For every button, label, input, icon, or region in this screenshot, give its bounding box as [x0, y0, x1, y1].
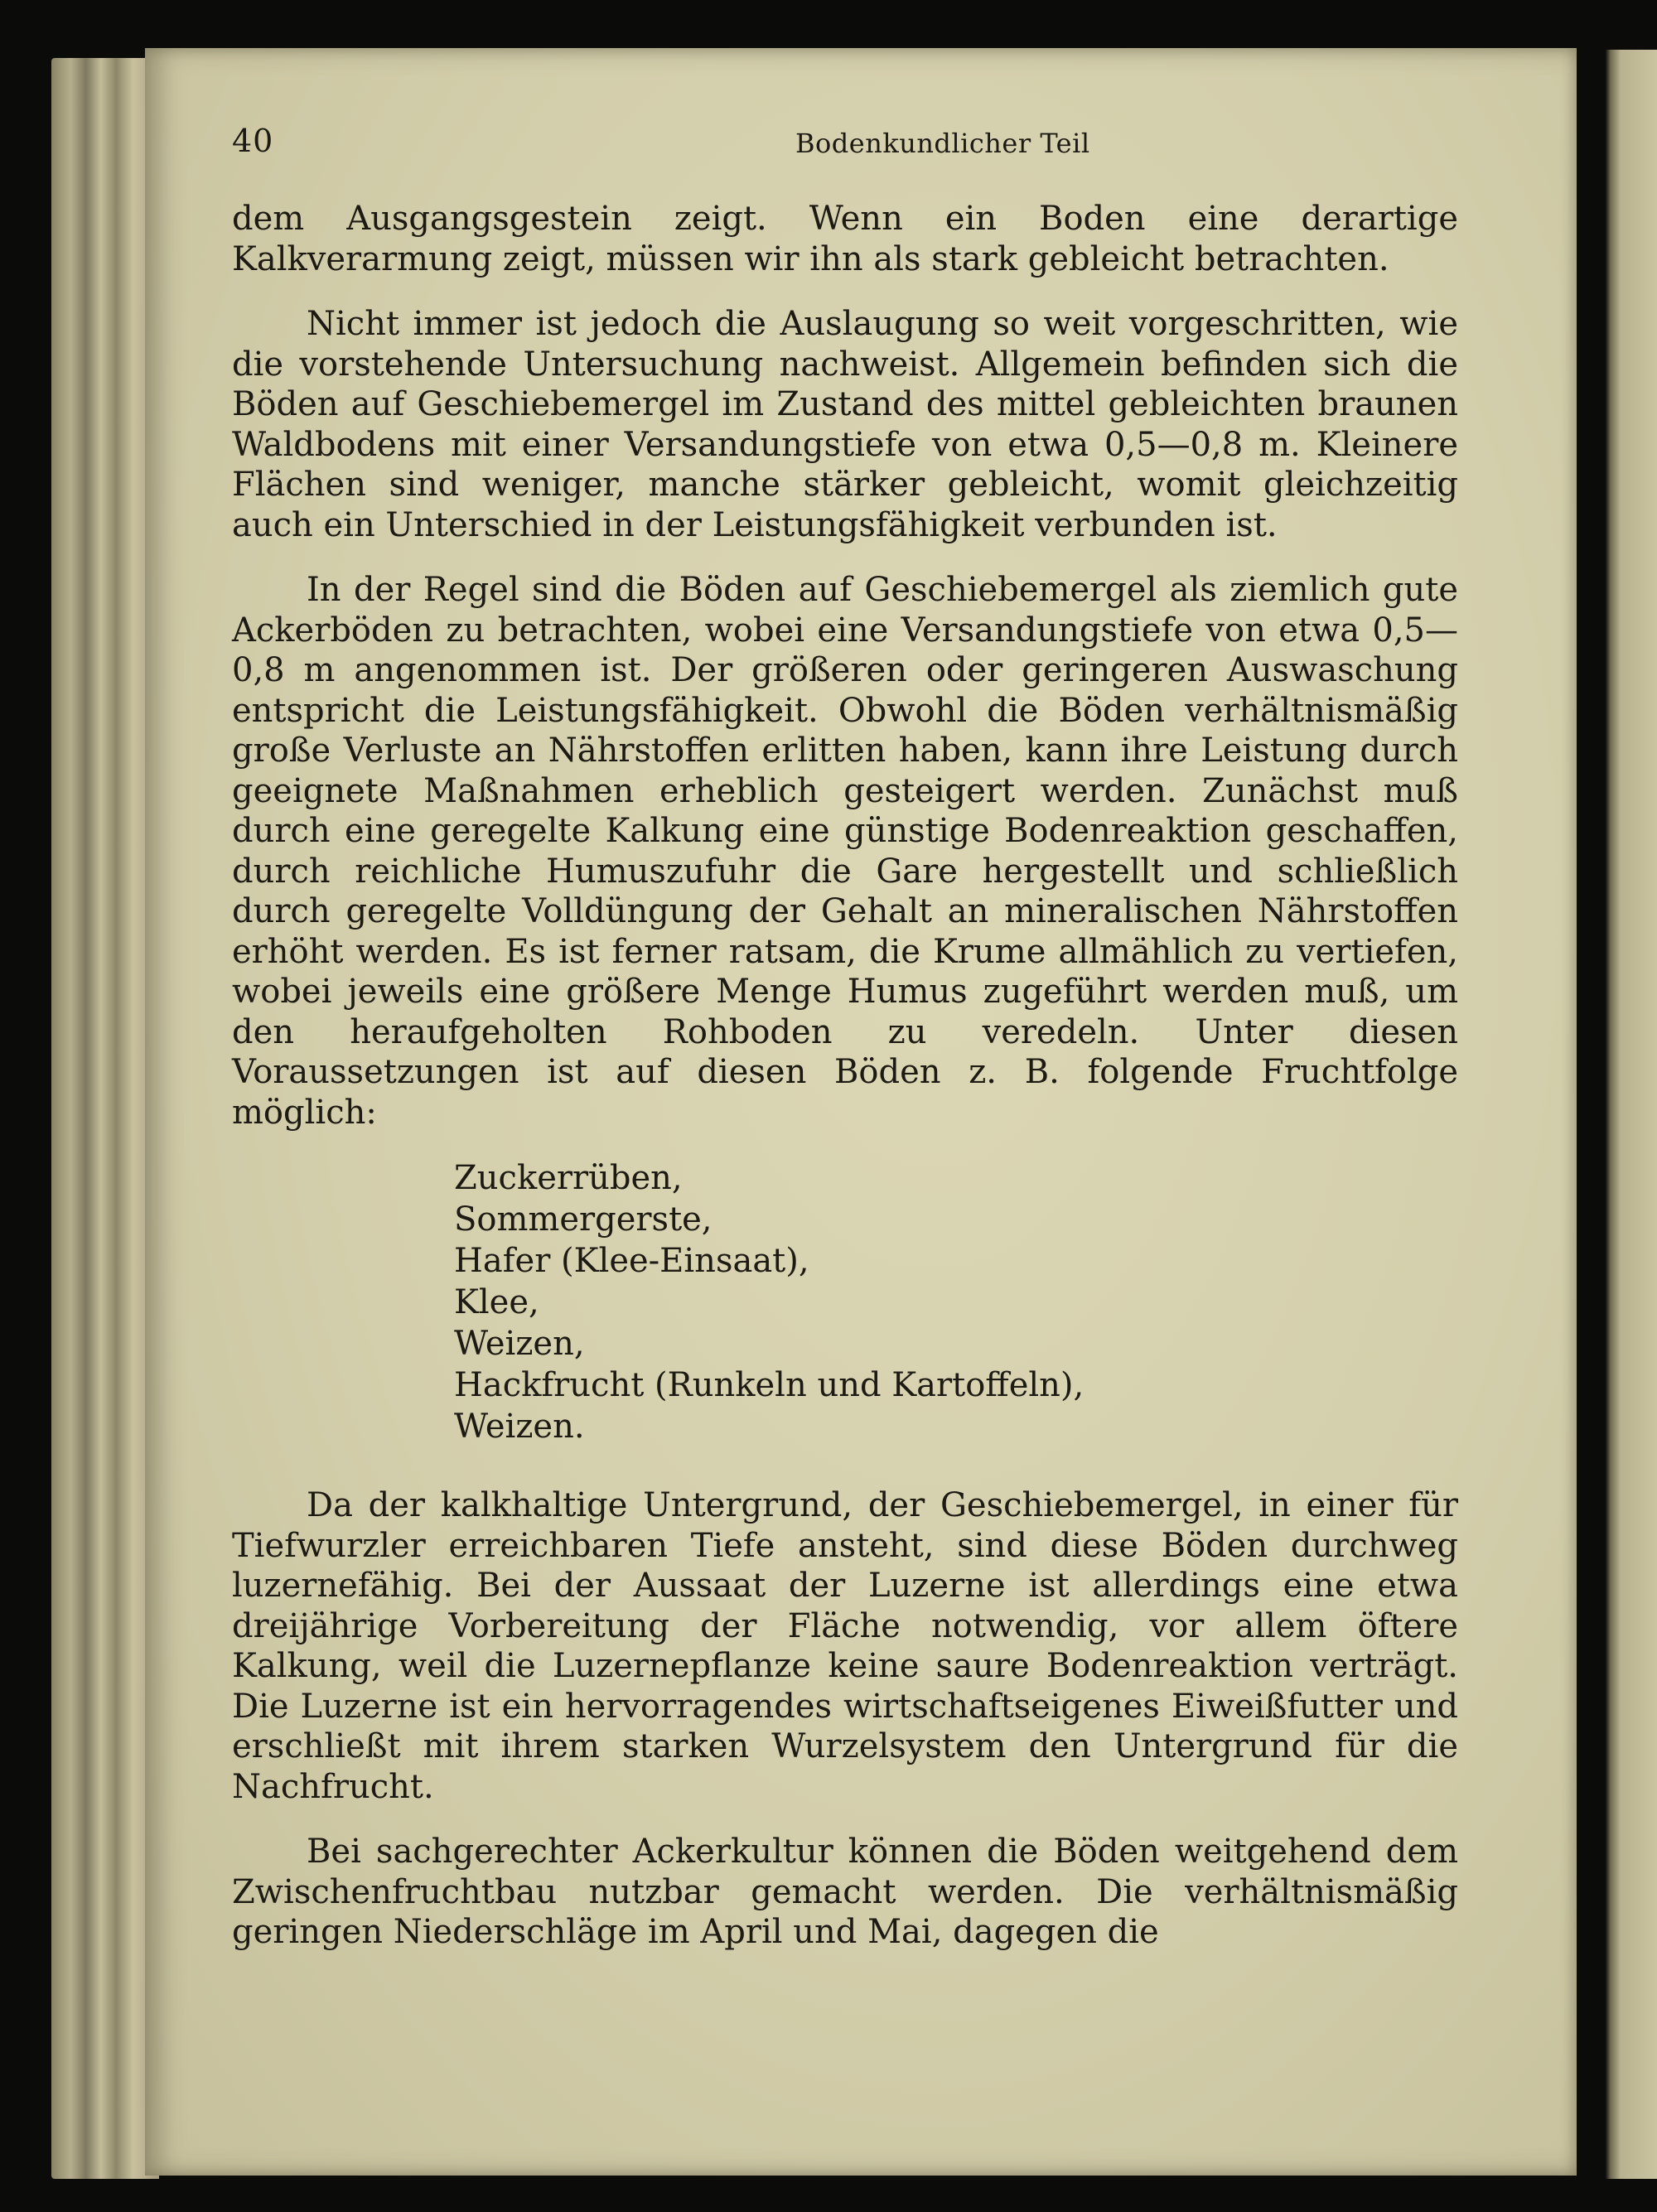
page-number: 40: [232, 123, 274, 159]
stacked-page-edges: [51, 58, 159, 2179]
paragraph-4: Da der kalkhaltige Untergrund, der Geschiebemergel, in einer für Tiefwurzler erreichbaren Tiefe ansteht, sind diese Böden durchweg luzernefähig. Bei der Aussaat der Luzerne ist allerdings eine etwa dreijährige Vorbereitung der Fläche notwendig, vor allem öftere Kalkung, weil die Luzernepflanze keine saure Bodenreaktion verträgt. Die Luzerne ist ein hervorragendes wirtschaftseigenes Eiweißfutter und erschließt mit ihrem starken Wurzelsystem den Untergrund für die Nachfrucht.: [232, 1486, 1458, 1806]
facing-page-edge: [1591, 50, 1657, 2179]
list-item: Weizen,: [454, 1325, 585, 1363]
paragraph-3: In der Regel sind die Böden auf Geschiebemergel als ziemlich gute Ackerböden zu betrachten, wobei eine Versandungstiefe von etwa 0,5—0,8 m angenommen ist. Der größeren oder geringeren Auswaschung entspricht die Leistungsfähigkeit. Obwohl die Böden verhältnismäßig große Verluste an Nährstoffen erlitten haben, kann ihre Leistung durch geeignete Maßnahmen erheblich gesteigert werden. Zunächst muß durch eine geregelte Kalkung eine günstige Bodenreaktion geschaffen, durch reichliche Humuszufuhr die Gare hergestellt und schließlich durch geregelte Volldüngung der Gehalt an mineralischen Nährstoffen erhöht werden. Es ist ferner ratsam, die Krume allmählich zu vertiefen, wobei jeweils eine größere Menge Humus zugeführt werden muß, um den heraufgeholten Rohboden zu veredeln. Unter diesen Voraussetzungen ist auf diesen Böden z. B. folgende Fruchtfolge möglich:: [232, 571, 1458, 1132]
paragraph-1: dem Ausgangsgestein zeigt. Wenn ein Boden eine derartige Kalkverarmung zeigt, müssen wir ihn als stark gebleicht betrachten.: [232, 200, 1458, 278]
book-page: [145, 48, 1577, 2176]
page-header: [232, 123, 1458, 172]
list-item: Hackfrucht (Runkeln und Kartoffeln),: [454, 1366, 1085, 1404]
crop-rotation-list: [454, 1157, 1458, 1447]
paragraph-5: Bei sachgerechter Ackerkultur können die Böden weitgehend dem Zwischenfruchtbau nutzbar gemacht werden. Die verhältnismäßig geringen Niederschläge im April und Mai, dagegen die: [232, 1833, 1458, 1951]
list-item: Weizen.: [454, 1408, 585, 1446]
paragraph-2: Nicht immer ist jedoch die Auslaugung so weit vorgeschritten, wie die vorstehende Untersuchung nachweist. Allgemein befinden sich die Böden auf Geschiebemergel im Zustand des mittel gebleichten braunen Waldbodens mit einer Versandungstiefe von etwa 0,5—0,8 m. Kleinere Flächen sind weniger, manche stärker gebleicht, womit gleichzeitig auch ein Unterschied in der Leistungsfähigkeit verbunden ist.: [232, 305, 1458, 544]
list-item: Sommergerste,: [454, 1200, 713, 1239]
body-text: [232, 199, 1458, 1978]
running-head: Bodenkundlicher Teil: [795, 128, 1090, 159]
list-item: Klee,: [454, 1283, 539, 1321]
list-item: Hafer (Klee-Einsaat),: [454, 1242, 809, 1280]
list-item: Zuckerrüben,: [454, 1159, 683, 1197]
